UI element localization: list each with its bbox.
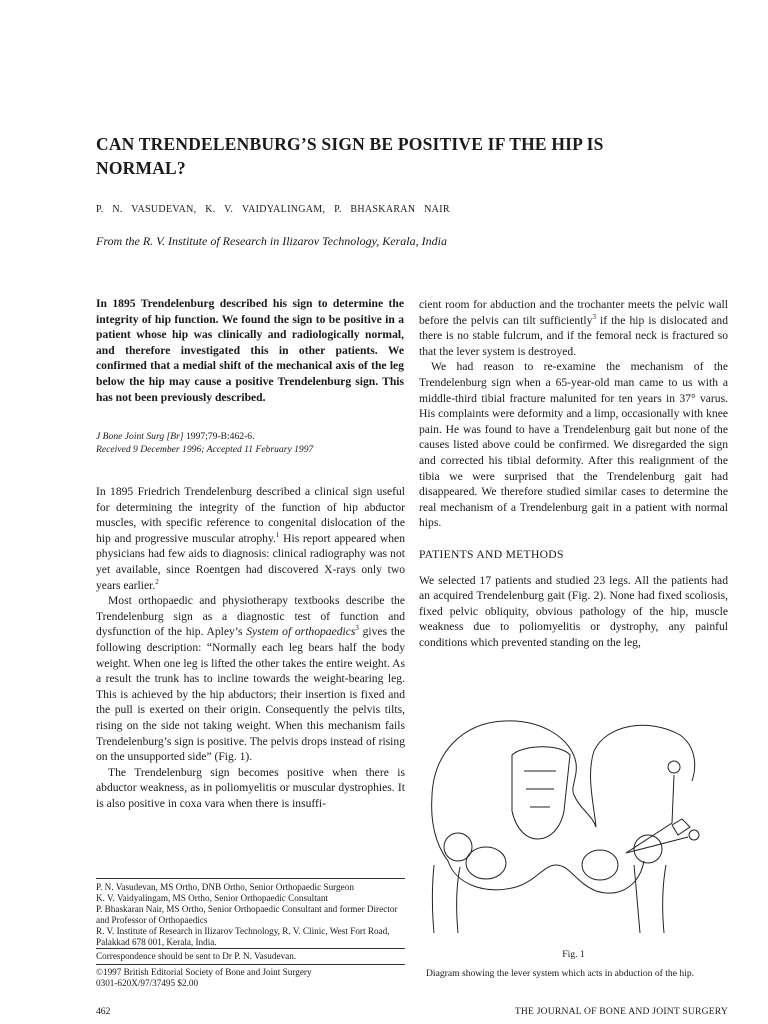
text-run: His report appeared when physicians had few aids to diagnosis: clinical radiography was not yet available, since Roentgen had discovered X-rays only two years earlier.	[96, 531, 405, 592]
fulcrum-hook-icon	[668, 761, 680, 773]
pulley-icon	[689, 830, 699, 840]
text-run: cient room for abduction and the trochanter meets the pelvic wall before the pelvis can tilt sufficiently	[419, 298, 728, 327]
footnote-rule	[96, 964, 405, 965]
pelvis-lever-diagram	[426, 715, 716, 935]
reference-superscript: 2	[155, 577, 159, 586]
journal-footer: THE JOURNAL OF BONE AND JOINT SURGERY	[514, 1006, 728, 1017]
book-title: System of orthopaedics	[246, 625, 356, 639]
reference-superscript: 3	[355, 624, 359, 633]
body-paragraph	[419, 297, 728, 359]
body-column-right	[419, 297, 728, 650]
body-paragraph: The Trendelenburg sign becomes positive when there is abductor weakness, as in poliomyelitis or muscular dystrophies. It is also positive in coxa vara when there is insuffi-	[96, 765, 405, 810]
sacrum	[512, 747, 570, 839]
citation-line	[96, 430, 404, 443]
left-iliac-crest	[432, 721, 596, 827]
citation-volume: 1997;79-B:462-6.	[183, 431, 255, 442]
footnote-line: K. V. Vaidyalingam, MS Ortho, Senior Orthopaedic Consultant	[96, 893, 328, 903]
section-heading: PATIENTS AND METHODS	[419, 547, 564, 561]
right-iliac-crest	[591, 725, 695, 827]
reference-superscript: 1	[275, 530, 280, 539]
left-femoral-head	[444, 833, 472, 861]
body-paragraph	[96, 484, 405, 593]
copyright-note	[96, 967, 405, 989]
page-number: 462	[96, 1006, 111, 1017]
citation	[96, 430, 404, 456]
body-column-left	[96, 484, 405, 811]
footnote-line: R. V. Institute of Research in Ilizarov Technology, R. V. Clinic, West Fort Road, Palakkad 678 001, Kerala, India.	[96, 926, 390, 947]
figure-caption: Diagram showing the lever system which acts in abduction of the hip.	[426, 968, 695, 979]
body-paragraph: We had reason to re-examine the mechanism of the Trendelenburg sign when a 65-year-old man came to us with a middle-third tibial fracture malunited for ten years in 37° varus. His complaints were deformity and a limp, occasionally with knee pain. He was found to have a Trendelenburg gait but none of the causes listed above could be confirmed. We disregarded the sign and corrected his tibial deformity. After this realignment of the tibia we were surprised that the Trendelenburg gait had disappeared. We therefore studied similar cases to determine the real mechanism of a Trendelenburg gait in a patient with normal hips.	[419, 360, 728, 530]
abstract: In 1895 Trendelenburg described his sign to determine the integrity of hip function. We found the sign to be positive in a patient whose hip was clinically and radiologically normal, and therefore investigated this in other patients. We confirmed that a medial shift of the mechanical axis of the leg below the hip may cause a positive Trendelenburg sign. This has not been previously described.	[96, 297, 404, 404]
text-run: gives the following description: “Normally each leg bears half the body weight. When one leg is lifted the other takes the entire weight. As a result the trunk has to incline towards the weight-bearing leg. This is achieved by the hip abductors; their insertion is fixed and the pull is exerted on their origin. Consequently the pelvis tilts, rising on the side not taking weight. When this mechanism fails Trendelenburg’s sign is positive. The pelvis drops instead of rising on the unsupported side” (Fig. 1).	[96, 625, 405, 764]
left-ilium-edge	[432, 795, 448, 861]
lever-line	[626, 775, 674, 853]
author-footnotes	[96, 882, 405, 948]
citation-received: Received 9 December 1996; Accepted 11 February 1997	[96, 444, 314, 455]
figure-label: Fig. 1	[562, 949, 585, 960]
text-run: In 1895 Friedrich Trendelenburg described a clinical sign useful for determining the integrity of the function of hip abductor muscles, with specific reference to congenital dislocation of the hip and progressive muscular atrophy.	[96, 485, 405, 545]
copyright-line: ©1997 British Editorial Society of Bone and Joint Surgery	[96, 967, 312, 977]
text-run: if the hip is dislocated and there is no stable fulcrum, and if the femoral neck is fractured so that the lever system is destroyed.	[419, 313, 728, 358]
footnote-line: P. N. Vasudevan, MS Ortho, DNB Ortho, Senior Orthopaedic Surgeon	[96, 882, 354, 892]
left-obturator-foramen	[466, 847, 506, 879]
footnote-line: P. Bhaskaran Nair, MS Ortho, Senior Orthopaedic Consultant and former Director and Professor of Orthopaedics	[96, 904, 398, 925]
trochanter-marker	[672, 819, 690, 835]
sacral-lines	[524, 771, 556, 807]
correspondence-note: Correspondence should be sent to Dr P. N. Vasudevan.	[96, 951, 297, 961]
reference-superscript: 3	[592, 312, 596, 321]
body-paragraph	[96, 593, 405, 765]
body-paragraph: We selected 17 patients and studied 23 legs. All the patients had an acquired Trendelenburg gait (Fig. 2). None had fixed scoliosis, fixed pelvic obliquity, obvious pathology of the hip, muscle weakness due to poliomyelitis or dystrophy, any painful conditions which prevented standing on the leg,	[419, 573, 728, 649]
affiliation: From the R. V. Institute of Research in Ilizarov Technology, Kerala, India	[96, 234, 447, 248]
citation-journal: J Bone Joint Surg [Br]	[96, 431, 184, 442]
article-title: CAN TRENDELENBURG’S SIGN BE POSITIVE IF THE HIP IS NORMAL?	[96, 134, 604, 178]
text-run: Most orthopaedic and physiotherapy textbooks describe the Trendelenburg sign as a diagnostic test of function and dysfunction of the hip. Apley’s	[96, 594, 405, 639]
footnote-rule	[96, 878, 405, 879]
lever-arm	[626, 837, 688, 853]
footnote-rule	[96, 948, 405, 949]
author-list: P. N. VASUDEVAN, K. V. VAIDYALINGAM, P. BHASKARAN NAIR	[96, 204, 450, 215]
right-obturator-foramen	[582, 850, 618, 880]
issn-line: 0301-620X/97/37495 $2.00	[96, 978, 199, 988]
